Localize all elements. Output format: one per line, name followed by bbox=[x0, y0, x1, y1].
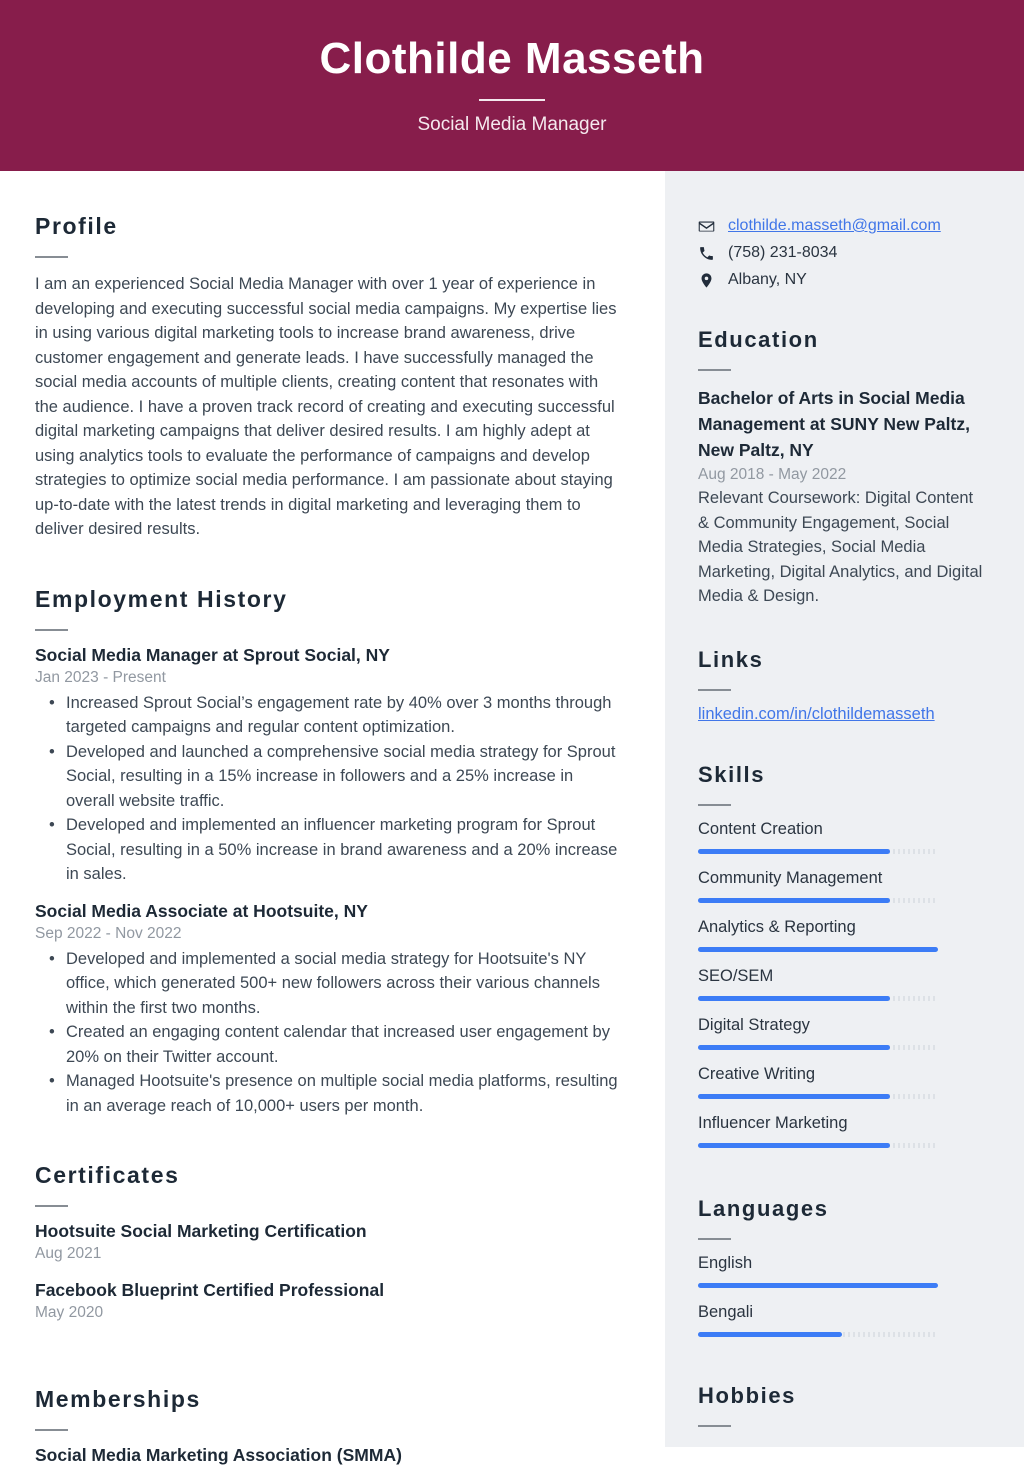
language-item bbox=[698, 1303, 986, 1337]
language-bar bbox=[698, 1332, 938, 1337]
skill-name: Community Management bbox=[698, 868, 883, 887]
envelope-icon bbox=[698, 218, 715, 235]
job-bullet-list bbox=[35, 947, 625, 1119]
sidebar bbox=[665, 171, 1024, 1447]
job-dates: Sep 2022 - Nov 2022 bbox=[35, 924, 182, 942]
skill-bar-fill bbox=[698, 1143, 890, 1148]
skill-item bbox=[698, 869, 986, 903]
section-divider bbox=[35, 629, 68, 631]
skill-name: Content Creation bbox=[698, 819, 823, 838]
language-item bbox=[698, 1254, 986, 1288]
membership-title: Social Media Marketing Association (SMMA) bbox=[35, 1445, 402, 1465]
links-heading: Links bbox=[698, 646, 764, 672]
skill-name: Creative Writing bbox=[698, 1064, 816, 1083]
skill-item bbox=[698, 820, 986, 854]
main-column bbox=[0, 171, 665, 1465]
certificate-entry bbox=[35, 1221, 625, 1263]
skill-bar-fill bbox=[698, 1094, 890, 1099]
skill-item bbox=[698, 1065, 986, 1099]
skill-name: SEO/SEM bbox=[698, 966, 774, 985]
skill-item bbox=[698, 918, 986, 952]
bullet-item: • Managed Hootsuite's presence on multiple social media platforms, resulting in an average reach of 10,000+ users per month. bbox=[35, 1069, 625, 1118]
skill-name: Digital Strategy bbox=[698, 1015, 810, 1034]
section-divider bbox=[698, 1238, 731, 1240]
job-title: Social Media Manager at Sprout Social, NY bbox=[35, 644, 390, 665]
section-divider bbox=[698, 369, 731, 371]
person-name: Clothilde Masseth bbox=[319, 34, 705, 84]
employment-section bbox=[35, 586, 625, 1119]
skills-heading: Skills bbox=[698, 761, 766, 787]
certificate-date: Aug 2021 bbox=[35, 1245, 102, 1262]
certificate-entry bbox=[35, 1280, 625, 1322]
phone-icon bbox=[698, 245, 715, 262]
email-link[interactable]: clothilde.masseth@gmail.com bbox=[728, 217, 941, 234]
skill-name: Influencer Marketing bbox=[698, 1113, 848, 1132]
bullet-item: • Developed and implemented an influencer marketing program for Sprout Social, resulting in a 50% increase in brand awareness and a 20% increase in sales. bbox=[35, 813, 625, 887]
languages-heading: Languages bbox=[698, 1195, 829, 1221]
job-entry bbox=[35, 901, 625, 1119]
location-text: Albany, NY bbox=[728, 271, 807, 288]
certificates-section bbox=[35, 1162, 625, 1322]
bullet-item: • Increased Sprout Social’s engagement rate by 40% over 3 months through targeted campaigns and regular content optimization. bbox=[35, 691, 625, 740]
location-pin-icon bbox=[698, 272, 715, 289]
bullet-item: • Developed and implemented a social media strategy for Hootsuite's NY office, which generated 500+ new followers across their various channels within the first two months. bbox=[35, 947, 625, 1021]
education-section bbox=[698, 327, 986, 609]
skills-section bbox=[698, 762, 986, 1148]
certificate-title: Facebook Blueprint Certified Professional bbox=[35, 1280, 385, 1300]
skill-item bbox=[698, 967, 986, 1001]
hobbies-heading: Hobbies bbox=[698, 1382, 796, 1408]
skill-bar bbox=[698, 947, 938, 952]
skill-bar bbox=[698, 1094, 938, 1099]
job-dates: Jan 2023 - Present bbox=[35, 668, 166, 686]
job-entry bbox=[35, 645, 625, 887]
contact-email-row bbox=[698, 217, 986, 235]
languages-section bbox=[698, 1196, 986, 1337]
profile-heading: Profile bbox=[35, 213, 118, 239]
contact-location-row bbox=[698, 271, 986, 289]
section-divider bbox=[698, 689, 731, 691]
bullet-item: • Created an engaging content calendar that increased user engagement by 20% on their Twitter account. bbox=[35, 1020, 625, 1069]
skill-bar bbox=[698, 898, 938, 903]
certificate-date: May 2020 bbox=[35, 1304, 104, 1321]
employment-heading: Employment History bbox=[35, 585, 288, 612]
profile-text: I am an experienced Social Media Manager with over 1 year of experience in developing and executing successful social media campaigns. My expertise lies in using various digital marketing tools to increase brand awareness, drive customer engagement and generate leads. I have successfully managed the social media accounts of multiple clients, creating content that resonates with the audience. I have a proven track record of creating and executing successful digital marketing campaigns that deliver desired results. I am highly adept at using analytics tools to evaluate the performance of campaigns and develop strategies to optimize social media performance. I am passionate about staying up-to-date with the latest trends in digital marketing and leveraging them to deliver desired results. bbox=[35, 275, 617, 538]
certificates-heading: Certificates bbox=[35, 1162, 180, 1188]
language-bar bbox=[698, 1283, 938, 1288]
skill-bar-fill bbox=[698, 996, 890, 1001]
bullet-item: • Developed and launched a comprehensive social media strategy for Sprout Social, resulting in a 15% increase in followers and a 25% increase in overall website traffic. bbox=[35, 740, 625, 814]
education-description: Relevant Coursework: Digital Content & Community Engagement, Social Media Strategies, Social Media Marketing, Digital Analytics, and Digital Media & Design. bbox=[698, 489, 983, 605]
memberships-heading: Memberships bbox=[35, 1386, 201, 1412]
header-divider bbox=[479, 99, 545, 101]
contact-phone-row bbox=[698, 244, 986, 262]
job-bullet-list bbox=[35, 691, 625, 887]
skill-bar bbox=[698, 996, 938, 1001]
section-divider bbox=[698, 804, 731, 806]
section-divider bbox=[698, 1425, 731, 1427]
language-name: Bengali bbox=[698, 1302, 754, 1321]
memberships-section bbox=[35, 1386, 625, 1466]
skill-item bbox=[698, 1016, 986, 1050]
certificate-title: Hootsuite Social Marketing Certification bbox=[35, 1221, 367, 1241]
section-divider bbox=[35, 1429, 68, 1431]
language-bar-fill bbox=[698, 1283, 938, 1288]
skill-bar-fill bbox=[698, 898, 890, 903]
skill-bar-fill bbox=[698, 849, 890, 854]
skill-bar bbox=[698, 1143, 938, 1148]
education-degree: Bachelor of Arts in Social Media Management at SUNY New Paltz, New Paltz, NY bbox=[698, 388, 970, 460]
hobbies-section bbox=[698, 1383, 986, 1427]
links-section bbox=[698, 647, 986, 724]
phone-number: (758) 231-8034 bbox=[728, 244, 838, 261]
header-banner bbox=[0, 0, 1024, 171]
education-heading: Education bbox=[698, 327, 819, 352]
section-divider bbox=[35, 256, 68, 258]
contact-block bbox=[698, 217, 986, 289]
section-divider bbox=[35, 1205, 68, 1207]
education-dates: Aug 2018 - May 2022 bbox=[698, 466, 847, 483]
linkedin-link[interactable]: linkedin.com/in/clothildemasseth bbox=[698, 704, 935, 723]
language-bar-fill bbox=[698, 1332, 842, 1337]
skill-bar bbox=[698, 849, 938, 854]
skill-bar-fill bbox=[698, 1045, 890, 1050]
profile-section bbox=[35, 213, 625, 542]
skill-bar-fill bbox=[698, 947, 938, 952]
language-name: English bbox=[698, 1253, 753, 1272]
person-job-title: Social Media Manager bbox=[417, 113, 607, 135]
job-title: Social Media Associate at Hootsuite, NY bbox=[35, 900, 368, 921]
skill-bar bbox=[698, 1045, 938, 1050]
skill-item bbox=[698, 1114, 986, 1148]
skill-name: Analytics & Reporting bbox=[698, 917, 856, 936]
